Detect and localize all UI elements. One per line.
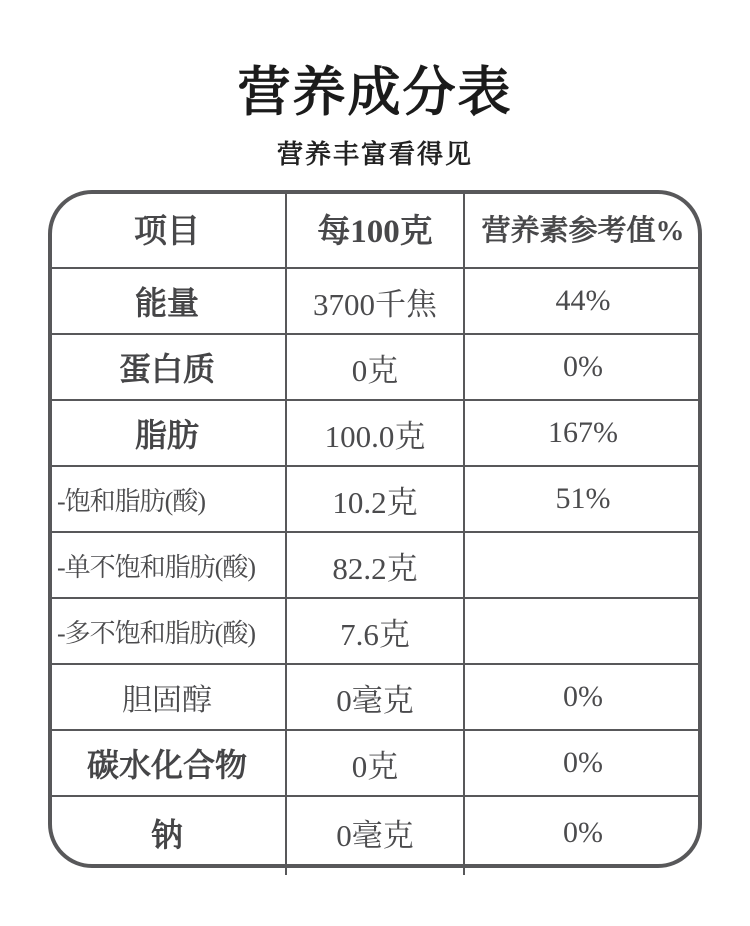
header-per100g: 每100克 <box>317 214 433 251</box>
table-row-carbohydrate <box>48 731 702 797</box>
row-nrv: 51% <box>555 482 611 516</box>
row-nrv <box>464 533 702 597</box>
table-row-monounsaturated-fat <box>48 533 702 599</box>
row-value: 100.0克 <box>324 418 426 454</box>
row-label: 蛋白质 <box>118 351 215 388</box>
header-item: 项目 <box>134 214 200 251</box>
row-nrv: 0% <box>563 680 603 714</box>
page-title: 营养成分表 <box>237 62 513 123</box>
row-label: 能量 <box>134 285 199 322</box>
row-nrv: 44% <box>555 284 611 318</box>
row-value: 3700千焦 <box>313 286 437 322</box>
row-value: 0毫克 <box>336 682 414 718</box>
row-label: 钠 <box>150 816 183 853</box>
row-label: -多不饱和脂肪(酸) <box>57 618 255 648</box>
row-value: 7.6克 <box>340 616 410 652</box>
row-nrv: 0% <box>563 746 603 780</box>
row-value: 0克 <box>351 352 399 388</box>
row-label: -饱和脂肪(酸) <box>57 486 205 516</box>
row-label: 碳水化合物 <box>86 747 247 784</box>
page-subtitle: 营养丰富看得见 <box>276 140 473 171</box>
table-row-saturated-fat <box>48 467 702 533</box>
row-value: 10.2克 <box>332 484 418 520</box>
row-nrv <box>464 599 702 663</box>
row-nrv: 0% <box>563 350 603 384</box>
header-nrv: 营养素参考值% <box>481 215 685 248</box>
table-header-row <box>48 190 702 269</box>
table-row-fat <box>48 401 702 467</box>
nutrition-table <box>48 190 702 868</box>
row-nrv: 167% <box>548 416 618 450</box>
row-label: 脂肪 <box>134 417 199 454</box>
table-row-sodium <box>48 797 702 868</box>
table-row-energy <box>48 269 702 335</box>
table-row-cholesterol <box>48 665 702 731</box>
table-row-polyunsaturated-fat <box>48 599 702 665</box>
row-nrv: 0% <box>563 815 603 849</box>
row-value: 0毫克 <box>336 818 414 854</box>
row-label: 胆固醇 <box>122 684 212 718</box>
row-label: -单不饱和脂肪(酸) <box>57 552 255 582</box>
row-value: 0克 <box>351 748 399 784</box>
row-value: 82.2克 <box>332 550 418 586</box>
table-row-protein <box>48 335 702 401</box>
